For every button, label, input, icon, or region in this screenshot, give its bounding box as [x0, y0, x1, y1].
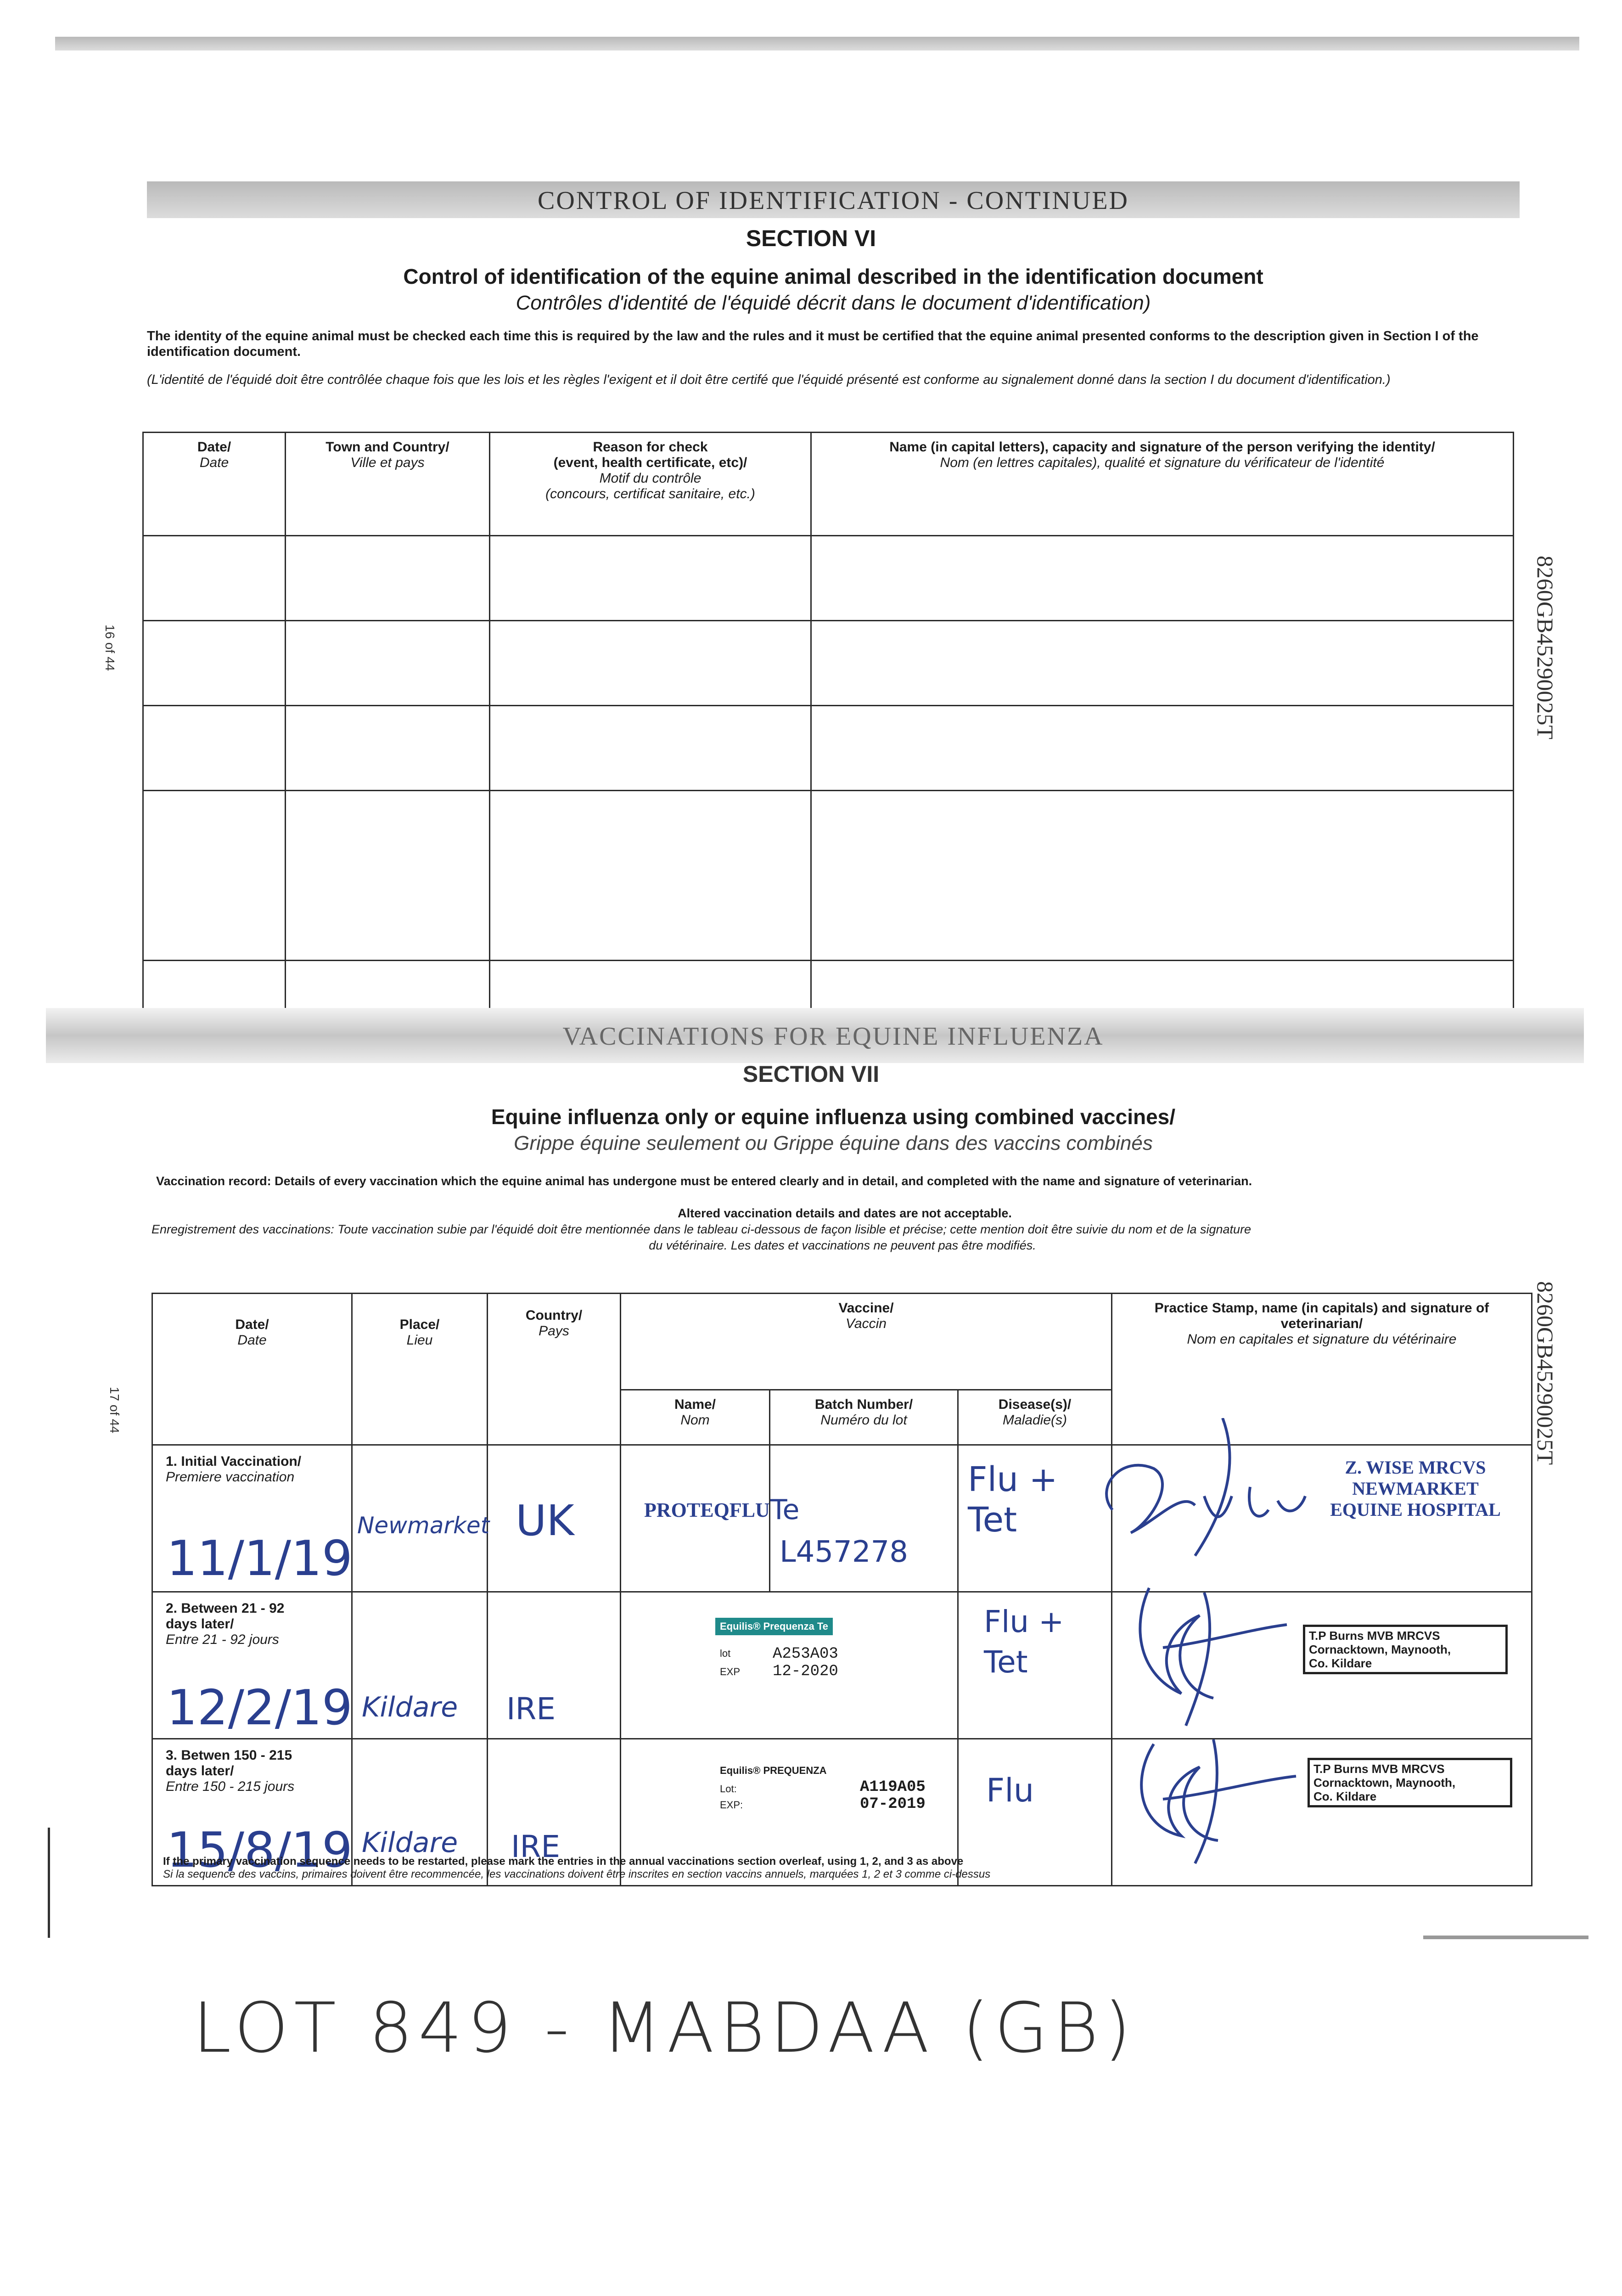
vacc-name-stamp: PROTEQFLU: [644, 1499, 770, 1521]
vaccination-record-fr-2: du vétérinaire. Les dates et vaccinations ne peuvent pas être modifiés.: [649, 1238, 1036, 1252]
identity-check-row[interactable]: [143, 706, 1514, 791]
vacc-batch: L457278: [780, 1535, 908, 1569]
col-name-header: Name (in capital letters), capacity and signature of the person verifying the identity/ Nom (en lettres capitales), qualité et signature du vérificateur de l'identité: [811, 433, 1514, 536]
footnote-en: If the primary vaccination sequence needs to be restarted, please mark the entries in the annual vaccinations section overleaf, using 1, 2, and 3 as above: [163, 1855, 964, 1868]
col-reason-header: Reason for check (event, health certificate, etc)/ Motif du contrôle (concours, certificat sanitaire, etc.): [490, 433, 811, 536]
identity-check-row[interactable]: [143, 791, 1514, 961]
section6-intro-fr: (L'identité de l'équidé doit être contrôlée chaque fois que les lois et les règles l'exigent et il doit être certifé que l'équidé présenté est conforme au signalement donné dans la section I du document d'identification.): [147, 372, 1391, 387]
vet-stamp-line: NEWMARKET: [1352, 1478, 1479, 1499]
vaccine-label: Equilis® PREQUENZA: [720, 1765, 827, 1776]
vacc-country: UK: [516, 1496, 574, 1545]
document-id-bottom: 8260GB45290025T: [1532, 1281, 1558, 1465]
page-number-16: 16 of 44: [103, 625, 117, 671]
vacc-disease: Flu + Tet: [968, 1460, 1058, 1540]
vacc-place-cell[interactable]: [352, 1592, 488, 1739]
vacc-col-batch: Batch Number/ Numéro du lot: [770, 1390, 958, 1445]
lot-label: Lot:: [720, 1783, 737, 1795]
vaccination-header-row: [152, 1294, 1532, 1390]
document-id-top: 8260GB45290025T: [1532, 556, 1558, 739]
page-edge-left: [48, 1828, 50, 1938]
vacc-country: IRE: [506, 1691, 556, 1727]
section6-heading-fr: Contrôles d'identité de l'équidé décrit dans le document d'identification): [516, 292, 1151, 314]
row-label: 1. Initial Vaccination/: [166, 1454, 302, 1469]
scan-edge-top: [55, 37, 1579, 51]
col-town-header: Town and Country/ Ville et pays: [286, 433, 490, 536]
vet-stamp-line: T.P Burns MVB MRCVS: [1313, 1762, 1445, 1776]
vacc-place-cell[interactable]: [352, 1445, 488, 1592]
vet-stamp-line: Cornacktown, Maynooth,: [1313, 1776, 1456, 1790]
vet-stamp-line: Z. WISE MRCVS: [1345, 1457, 1486, 1478]
vaccination-record-text-2: Altered vaccination details and dates are not acceptable.: [678, 1206, 1012, 1220]
row-label-fr: Entre 21 - 92 jours: [166, 1632, 279, 1647]
vacc-stamp-cell[interactable]: [1112, 1592, 1532, 1739]
row-label-fr: Premiere vaccination: [166, 1469, 295, 1485]
identity-check-row[interactable]: [143, 621, 1514, 706]
vacc-date: 15/8/19: [167, 1822, 353, 1878]
vacc-col-vaccine: Vaccine/ Vaccin: [621, 1294, 1112, 1390]
vacc-date-cell[interactable]: [152, 1592, 352, 1739]
vacc-col-stamp: Practice Stamp, name (in capitals) and signature of veterinarian/ Nom en capitales et signature du vétérinaire: [1112, 1294, 1532, 1445]
vacc-col-date: Date/ Date: [152, 1294, 352, 1445]
vet-stamp-3: [1308, 1758, 1512, 1807]
vaccine-label: Equilis® Prequenza Te: [715, 1618, 833, 1635]
section6-intro: The identity of the equine animal must be checked each time this is required by the law and the rules and it must be certified that the equine animal presented conforms to the description given in Section I of the identification document.: [147, 329, 1479, 359]
section7-heading: Equine influenza only or equine influenza using combined vaccines/: [491, 1105, 1176, 1129]
section6-heading: Control of identification of the equine animal described in the identification document: [403, 264, 1263, 288]
vet-stamp-line: T.P Burns MVB MRCVS: [1309, 1629, 1440, 1643]
identity-check-row[interactable]: [143, 536, 1514, 621]
page-number-17: 17 of 44: [107, 1387, 122, 1434]
vet-stamp-line: EQUINE HOSPITAL: [1330, 1499, 1501, 1520]
row-label: 2. Between 21 - 92 days later/: [166, 1601, 285, 1632]
section7-banner: VACCINATIONS FOR EQUINE INFLUENZA: [562, 1022, 1104, 1051]
exp-date: 07-2019: [860, 1795, 926, 1813]
vacc-place: Newmarket: [357, 1512, 490, 1539]
col-date-header: Date/ Date: [143, 433, 286, 536]
section7-title: SECTION VII: [742, 1061, 880, 1087]
vacc-country-cell[interactable]: [488, 1592, 621, 1739]
vacc-country-cell[interactable]: [488, 1445, 621, 1592]
vacc-place: Kildare: [362, 1827, 458, 1859]
vaccination-record-fr: Enregistrement des vaccinations: Toute vaccination subie par l'équidé doit être mentionnée dans le tableau ci-dessous de façon lisible et précise; cette mention doit être suivie du nom et de la signature: [152, 1222, 1252, 1236]
page-edge-right: [1423, 1936, 1588, 1939]
lot-number: A253A03: [773, 1645, 838, 1663]
identity-check-header-row: [143, 433, 1514, 536]
exp-date: 12-2020: [773, 1663, 838, 1680]
vet-signature: [1112, 1574, 1305, 1739]
vacc-batch-cell[interactable]: [770, 1445, 958, 1592]
row-label: 3. Betwen 150 - 215 days later/: [166, 1748, 292, 1778]
vaccination-row-2[interactable]: [152, 1592, 1532, 1739]
vacc-name-suffix: Te: [770, 1494, 800, 1526]
vet-stamp-line: Co. Kildare: [1309, 1656, 1372, 1670]
vet-stamp-1: [1310, 1457, 1521, 1520]
vacc-disease: Flu: [986, 1772, 1034, 1809]
identity-check-row[interactable]: [143, 961, 1514, 1016]
section7-heading-fr: Grippe équine seulement ou Grippe équine dans des vaccins combinés: [514, 1132, 1153, 1154]
footnote-fr: Si la sequence des vaccins, primaires doivent être recommencée, les vaccinations doivent être inscrites en section vaccins annuels, marquées 1, 2 et 3 comme ci-dessus: [163, 1868, 991, 1880]
lot-number: A119A05: [860, 1778, 926, 1796]
footnote: [163, 1855, 1403, 1881]
vacc-col-place: Place/ Lieu: [352, 1294, 488, 1445]
section6-banner: CONTROL OF IDENTIFICATION - CONTINUED: [538, 186, 1129, 215]
vaccination-table: [152, 1293, 1532, 1886]
vacc-place: Kildare: [362, 1691, 458, 1723]
vacc-date-cell[interactable]: [152, 1445, 352, 1592]
vacc-col-disease: Disease(s)/ Maladie(s): [958, 1390, 1112, 1445]
identity-check-table: [142, 432, 1514, 1016]
row-label-fr: Entre 150 - 215 jours: [166, 1779, 295, 1794]
vet-signature: [1112, 1726, 1305, 1877]
vacc-stamp-cell[interactable]: [1112, 1445, 1532, 1592]
vacc-disease: Flu + Tet: [984, 1604, 1064, 1680]
vaccination-row-1[interactable]: [152, 1445, 1532, 1592]
vacc-date: 12/2/19: [167, 1680, 353, 1736]
vacc-col-name: Name/ Nom: [621, 1390, 770, 1445]
vacc-date: 11/1/19: [167, 1531, 353, 1587]
vacc-disease-cell[interactable]: [958, 1592, 1112, 1739]
section6-title: SECTION VI: [746, 225, 876, 251]
vet-stamp-line: Cornacktown, Maynooth,: [1309, 1643, 1451, 1656]
vet-stamp-line: Co. Kildare: [1313, 1790, 1377, 1803]
vacc-col-country: Country/ Pays: [488, 1294, 621, 1445]
vet-stamp-2: [1303, 1625, 1508, 1674]
vacc-country: IRE: [511, 1829, 561, 1864]
lot-note: LOT 849 - MABDAA (GB): [193, 1988, 1137, 2068]
exp-label: EXP: [720, 1666, 741, 1677]
lot-label: lot: [720, 1648, 731, 1659]
vacc-label-cell[interactable]: [621, 1592, 958, 1739]
vaccination-record-text: Vaccination record: Details of every vaccination which the equine animal has undergone must be entered clearly and in detail, and completed with the name and signature of veterinarian.: [156, 1174, 1252, 1188]
exp-label: EXP:: [720, 1799, 743, 1811]
vacc-name-cell[interactable]: [621, 1445, 770, 1592]
